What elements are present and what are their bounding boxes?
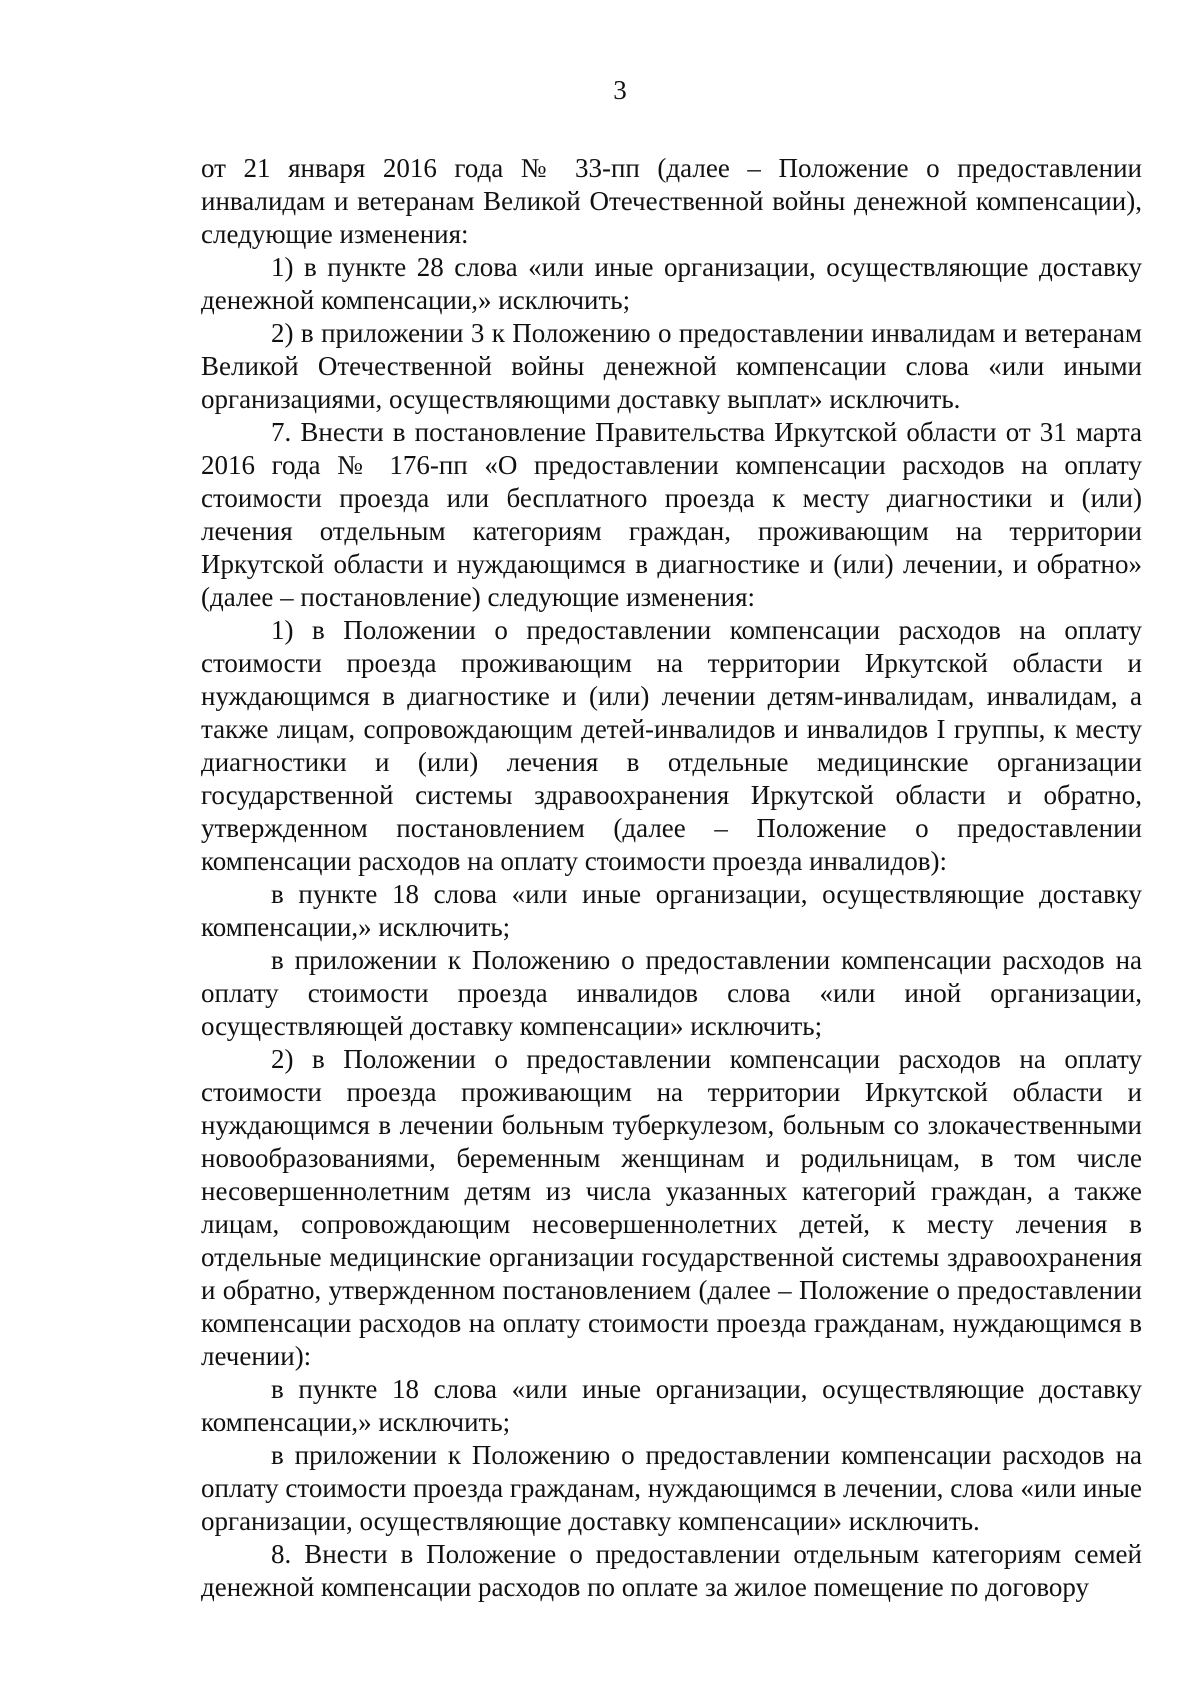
paragraph-section-8: 8. Внести в Положение о предоставлении отдельным категориям семей денежной компенсации расходов по оплате за жилое помещение по договору (201, 1539, 1142, 1602)
paragraph-item-2-appendix-3: 2) в приложении 3 к Положению о предоставлении инвалидам и ветеранам Великой Отечественной войны денежной компенсации слова «или иными организациями, осуществляющими доставку выплат» исключить. (201, 318, 1142, 414)
paragraph-continuation: от 21 января 2016 года № 33-пп (далее – Положение о предоставлении инвалидам и ветеранам Великой Отечественной войны денежной компенсации), следующие изменения: (201, 153, 1142, 249)
paragraph-section-7-item-2-point-18: в пункте 18 слова «или иные организации, осуществляющие доставку компенсации,» исключить; (201, 1374, 1142, 1437)
document-body (201, 152, 1142, 1604)
paragraph-section-7-item-2: 2) в Положении о предоставлении компенсации расходов на оплату стоимости проезда проживающим на территории Иркутской области и нуждающимся в лечении больным туберкулезом, больным со злокачественными новообразованиями, беременным женщинам и родильницам, в том числе несовершеннолетним детям из числа указанных категорий граждан, а также лицам, сопровождающим несовершеннолетних детей, к месту лечения в отдельные медицинские организации государственной системы здравоохранения и обратно, утвержденном постановлением (далее – Положение о предоставлении компенсации расходов на оплату стоимости проезда гражданам, нуждающимся в лечении): (201, 1044, 1142, 1371)
paragraph-item-1-point-28: 1) в пункте 28 слова «или иные организации, осуществляющие доставку денежной компенсации,» исключить; (201, 252, 1142, 315)
paragraph-section-7-item-1-appendix: в приложении к Положению о предоставлении компенсации расходов на оплату стоимости проезда инвалидов слова «или иной организации, осуществляющей доставку компенсации» исключить; (201, 945, 1142, 1041)
page-number: 3 (613, 75, 627, 105)
paragraph-section-7-item-1-point-18: в пункте 18 слова «или иные организации, осуществляющие доставку компенсации,» исключить; (201, 879, 1142, 942)
paragraph-section-7: 7. Внести в постановление Правительства Иркутской области от 31 марта 2016 года № 176-пп «О предоставлении компенсации расходов на оплату стоимости проезда или бесплатного проезда к месту диагностики и (или) лечения отдельным категориям граждан, проживающим на территории Иркутской области и нуждающимся в диагностике и (или) лечении, и обратно» (далее – постановление) следующие изменения: (201, 417, 1142, 612)
paragraph-section-7-item-1: 1) в Положении о предоставлении компенсации расходов на оплату стоимости проезда проживающим на территории Иркутской области и нуждающимся в диагностике и (или) лечении детям-инвалидам, инвалидам, а также лицам, сопровождающим детей-инвалидов и инвалидов I группы, к месту диагностики и (или) лечения в отдельные медицинские организации государственной системы здравоохранения Иркутской области и обратно, утвержденном постановлением (далее – Положение о предоставлении компенсации расходов на оплату стоимости проезда инвалидов): (201, 615, 1142, 876)
paragraph-section-7-item-2-appendix: в приложении к Положению о предоставлении компенсации расходов на оплату стоимости проезда гражданам, нуждающимся в лечении, слова «или иные организации, осуществляющие доставку компенсации» исключить. (201, 1440, 1142, 1536)
